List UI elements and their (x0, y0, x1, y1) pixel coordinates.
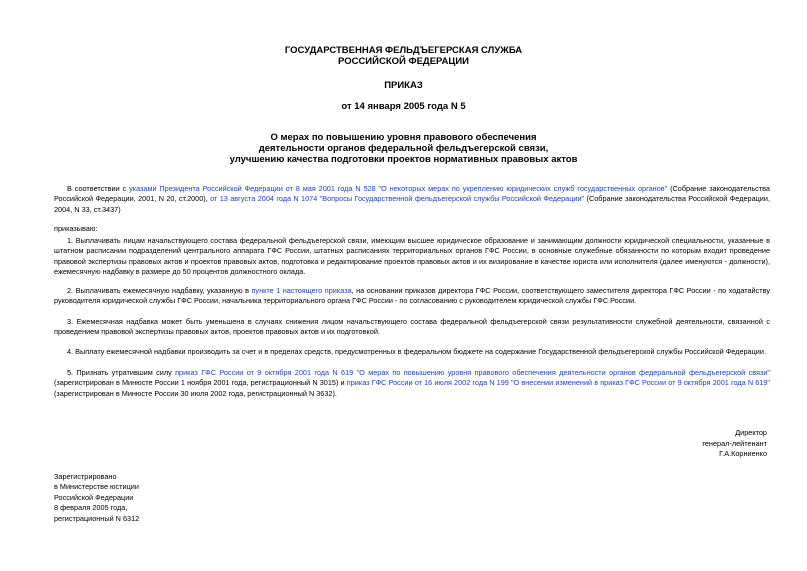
link-order-619[interactable]: приказ ГФС России от 9 октября 2001 года N 619 "О мерах по повышению уровня правового обеспечения деятельности органов федеральной фельдъегерской связи" (175, 368, 770, 377)
preamble-text-1: В соответствии с (67, 184, 130, 193)
signature-rank: генерал-лейтенант (702, 438, 767, 448)
agency-name-line1: ГОСУДАРСТВЕННАЯ ФЕЛЬДЪЕГЕРСКАЯ СЛУЖБА (284, 45, 523, 56)
document-type: ПРИКАЗ (384, 80, 423, 91)
link-item-1[interactable]: пункте 1 настоящего приказа (251, 286, 352, 295)
preamble-text-3: (Собрание законодательства Российской Федерации, 2004, N 33, ст.3437) (54, 194, 770, 214)
registration-line-3: Российской Федерации (54, 492, 134, 502)
order-item-5 (54, 368, 770, 399)
order-item-3: 3. Ежемесячная надбавка может быть уменьшена в случаях снижения лицом начальствующего состава федеральной фельдъегерской связи результативности служебной деятельности, связанной с проведением правовой экспертизы правовых актов, проектов правовых актов и их подготовкой. (54, 317, 770, 337)
item-2-text-1: 2. Выплачивать ежемесячную надбавку, указанную в (67, 286, 252, 295)
order-word: приказываю: (54, 224, 98, 233)
link-presidential-decree-1074[interactable]: от 13 августа 2004 года N 1074 "Вопросы Государственной фельдъегерской службы Российской Федерации" (207, 194, 585, 204)
signature-name: Г.А.Корниенко (719, 449, 767, 458)
signature-block (607, 428, 767, 460)
order-item-2 (54, 286, 770, 307)
link-order-199[interactable]: приказ ГФС России от 16 июля 2002 года N 199 "О внесении изменений в приказ ГФС России от 9 октября 2001 года N 619" (346, 378, 770, 388)
preamble-text-2: (Собрание законодательства Российской Федерации, 2001, N 20, ст.2000), (54, 184, 770, 204)
document-title-line3: улучшению качества подготовки проектов нормативных правовых актов (229, 154, 578, 165)
order-item-4: 4. Выплату ежемесячной надбавки производить за счет и в пределах средств, предусмотренных в федеральном бюджете на содержание Государственной фельдъегерской службы Российской Федерации. (67, 347, 766, 356)
agency-name-line2: РОССИЙСКОЙ ФЕДЕРАЦИИ (337, 56, 469, 67)
registration-line-2: в Министерстве юстиции (54, 482, 139, 492)
signature-position: Директор (735, 428, 767, 437)
link-presidential-decree-528[interactable]: указами Президента Российской Федерации от 8 мая 2001 года N 528 "О некоторых мерах по укреплению юридических служб государственных органов" (129, 184, 668, 193)
item-2-text-2: , на основании приказов директора ГФС России, соответствующего заместителя директора ГФС России - по ходатайству руководителя юридической службы ГФС России, начальника территориального органа ГФС России - по согласованию с руководителем юридической службы ГФС России. (54, 286, 770, 306)
item-5-text-1: 5. Признать утратившим силу (67, 368, 176, 377)
registration-block (54, 472, 254, 524)
item-5-text-2: (зарегистрирован в Минюсте России 1 ноября 2001 года, регистрационный N 3015) и (54, 378, 347, 388)
document-title-line2: деятельности органов федеральной фельдъегерской связи, (258, 143, 549, 154)
registration-line-4: 8 февраля 2005 года, (54, 503, 128, 513)
registration-line-5: регистрационный N 6312 (54, 513, 140, 523)
document-title-line1: О мерах по повышению уровня правового обеспечения (270, 132, 537, 143)
registration-line-1: Зарегистрировано (54, 472, 117, 481)
item-5-text-3: (зарегистрирован в Минюсте России 30 июля 2002 года, регистрационный N 3632). (54, 388, 337, 398)
preamble-paragraph (54, 184, 770, 215)
order-item-1: 1. Выплачивать лицам начальствующего состава федеральной фельдъегерской связи, имеющим высшее юридическое образование и занимающим должности юридической специальности, указанные в штатном расписании подразделений центрального аппарата ГФС России, штатных расписаниях территориальных органов ГФС России, в основные служебные обязанности по которым входит проведение правовой экспертизы правовых актов и проектов правовых актов, подготовка и редактирование проектов правовых актов и их визирование в качестве юриста или исполнителя (далее именуются - должности), ежемесячную надбавку в размере до 50 процентов должностного оклада. (54, 236, 770, 277)
document-date: от 14 января 2005 года N 5 (341, 101, 466, 112)
